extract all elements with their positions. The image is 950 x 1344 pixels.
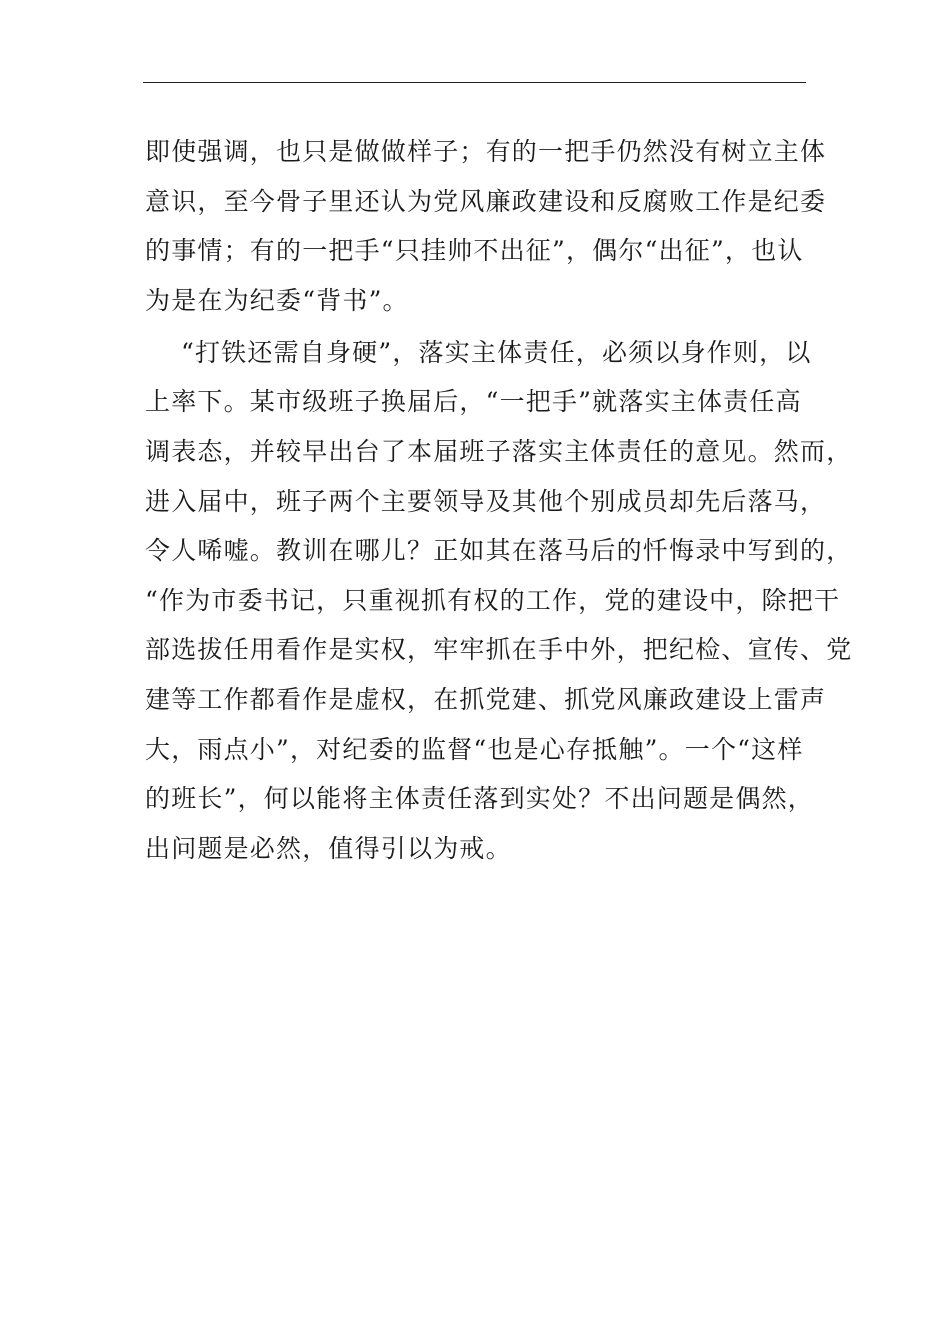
text-line: “作为市委书记，只重视抓有权的工作，党的建设中，除把干 [145, 585, 841, 615]
text-line: 出问题是必然，值得引以为戒。 [145, 833, 512, 863]
text-line: 部选拔任用看作是实权，牢牢抓在手中外，把纪检、宣传、党 [145, 635, 853, 665]
text-line: “打铁还需自身硬”，落实主体责任，必须以身作则，以 [181, 337, 812, 367]
text-line: 为是在为纪委“背书”。 [145, 285, 409, 315]
text-line: 意识，至今骨子里还认为党风廉政建设和反腐败工作是纪委 [145, 186, 827, 216]
text-line: 即使强调，也只是做做样子；有的一把手仍然没有树立主体 [145, 137, 827, 166]
paragraph-2 [145, 328, 853, 874]
text-line: 上率下。某市级班子换届后，“一把手”就落实主体责任高 [145, 387, 802, 417]
body-text [145, 127, 853, 873]
header-rule [143, 82, 806, 83]
text-line: 大，雨点小”，对纪委的监督“也是心存抵触”。一个“这样 [145, 734, 804, 764]
text-line: 令人唏嘘。教训在哪儿？正如其在落马后的忏悔录中写到的， [145, 536, 853, 566]
text-line: 的事情；有的一把手“只挂帅不出征”，偶尔“出征”，也认 [145, 236, 804, 266]
paragraph-1 [145, 127, 827, 325]
text-line: 调表态，并较早出台了本届班子落实主体责任的意见。然而， [145, 437, 853, 467]
text-line: 建等工作都看作是虚权，在抓党建、抓党风廉政建设上雷声 [145, 685, 827, 715]
text-line: 进入届中，班子两个主要领导及其他个别成员却先后落马， [145, 486, 827, 516]
text-line: 的班长”，何以能将主体责任落到实处？不出问题是偶然， [145, 784, 814, 814]
